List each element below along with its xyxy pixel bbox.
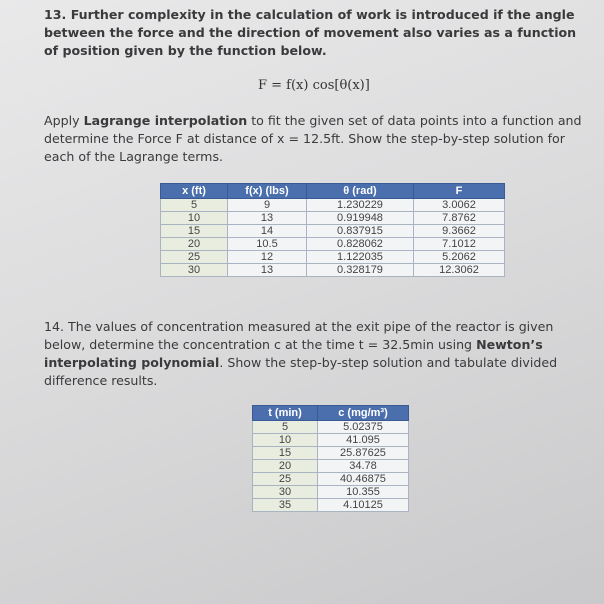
table-cell: 0.837915	[307, 225, 414, 238]
table-cell: 10	[161, 212, 228, 225]
question-13-text	[44, 6, 584, 60]
table-cell: 13	[228, 212, 307, 225]
table-cell: 5	[161, 199, 228, 212]
table-cell: 1.230229	[307, 199, 414, 212]
table-cell: 10	[253, 434, 318, 447]
question-14-suffix: . Show the step-by-step solution and tabulate divided difference results.	[44, 355, 558, 388]
table-header-row	[253, 406, 409, 421]
table-row	[253, 499, 409, 512]
question-13-instructions	[44, 112, 584, 166]
table-cell: 35	[253, 499, 318, 512]
instructions-method: Lagrange interpolation	[83, 113, 248, 128]
table-row	[253, 434, 409, 447]
table-cell: 5.02375	[318, 421, 409, 434]
question-14-prefix: 14. The values of concentration measured at the exit pipe of the reactor is given below, determine the concentration c at the time t = 32.5min using	[44, 319, 554, 352]
newton-data-table	[252, 405, 409, 512]
column-header: F	[414, 184, 505, 199]
column-header: x (ft)	[161, 184, 228, 199]
table-cell: 5	[253, 421, 318, 434]
question-13-statement: 13. Further complexity in the calculation of work is introduced if the angle between the force and the direction of movement also varies as a function of position given by the function below.	[44, 7, 577, 58]
table-cell: 7.8762	[414, 212, 505, 225]
table-cell: 25.87625	[318, 447, 409, 460]
column-header: c (mg/m³)	[318, 406, 409, 421]
table-cell: 20	[253, 460, 318, 473]
question-14-method: Newton’s interpolating polynomial	[44, 337, 543, 370]
table-cell: 10.5	[228, 238, 307, 251]
column-header: θ (rad)	[307, 184, 414, 199]
table-row	[253, 486, 409, 499]
table-cell: 34.78	[318, 460, 409, 473]
table-row	[253, 473, 409, 486]
table-row	[161, 238, 505, 251]
table-cell: 3.0062	[414, 199, 505, 212]
table-cell: 1.122035	[307, 251, 414, 264]
table-header-row	[161, 184, 505, 199]
table-cell: 30	[161, 264, 228, 277]
table-cell: 4.10125	[318, 499, 409, 512]
table-cell: 9	[228, 199, 307, 212]
table-cell: 12	[228, 251, 307, 264]
table-cell: 9.3662	[414, 225, 505, 238]
force-formula: F = f(x) cos[θ(x)]	[258, 78, 370, 93]
table-cell: 0.328179	[307, 264, 414, 277]
question-14-text	[44, 318, 584, 390]
instructions-prefix: Apply	[44, 113, 84, 128]
table-cell: 15	[161, 225, 228, 238]
table-row	[161, 264, 505, 277]
table-cell: 14	[228, 225, 307, 238]
table-cell: 5.2062	[414, 251, 505, 264]
lagrange-data-table	[160, 183, 505, 277]
table-row	[161, 225, 505, 238]
table-row	[161, 199, 505, 212]
table-row	[253, 421, 409, 434]
table-cell: 0.828062	[307, 238, 414, 251]
table-cell: 13	[228, 264, 307, 277]
table-row	[161, 212, 505, 225]
table-cell: 20	[161, 238, 228, 251]
table-cell: 25	[253, 473, 318, 486]
table-row	[161, 251, 505, 264]
table-cell: 7.1012	[414, 238, 505, 251]
table-cell: 25	[161, 251, 228, 264]
table-cell: 41.095	[318, 434, 409, 447]
column-header: t (min)	[253, 406, 318, 421]
table-row	[253, 447, 409, 460]
table-cell: 40.46875	[318, 473, 409, 486]
instructions-suffix: to fit the given set of data points into a function and determine the Force F at distance of x = 12.5ft. Show the step-by-step solution for each of the Lagrange terms.	[44, 113, 582, 164]
table-cell: 10.355	[318, 486, 409, 499]
table-cell: 0.919948	[307, 212, 414, 225]
table-cell: 12.3062	[414, 264, 505, 277]
column-header: f(x) (lbs)	[228, 184, 307, 199]
table-cell: 15	[253, 447, 318, 460]
table-cell: 30	[253, 486, 318, 499]
table-row	[253, 460, 409, 473]
